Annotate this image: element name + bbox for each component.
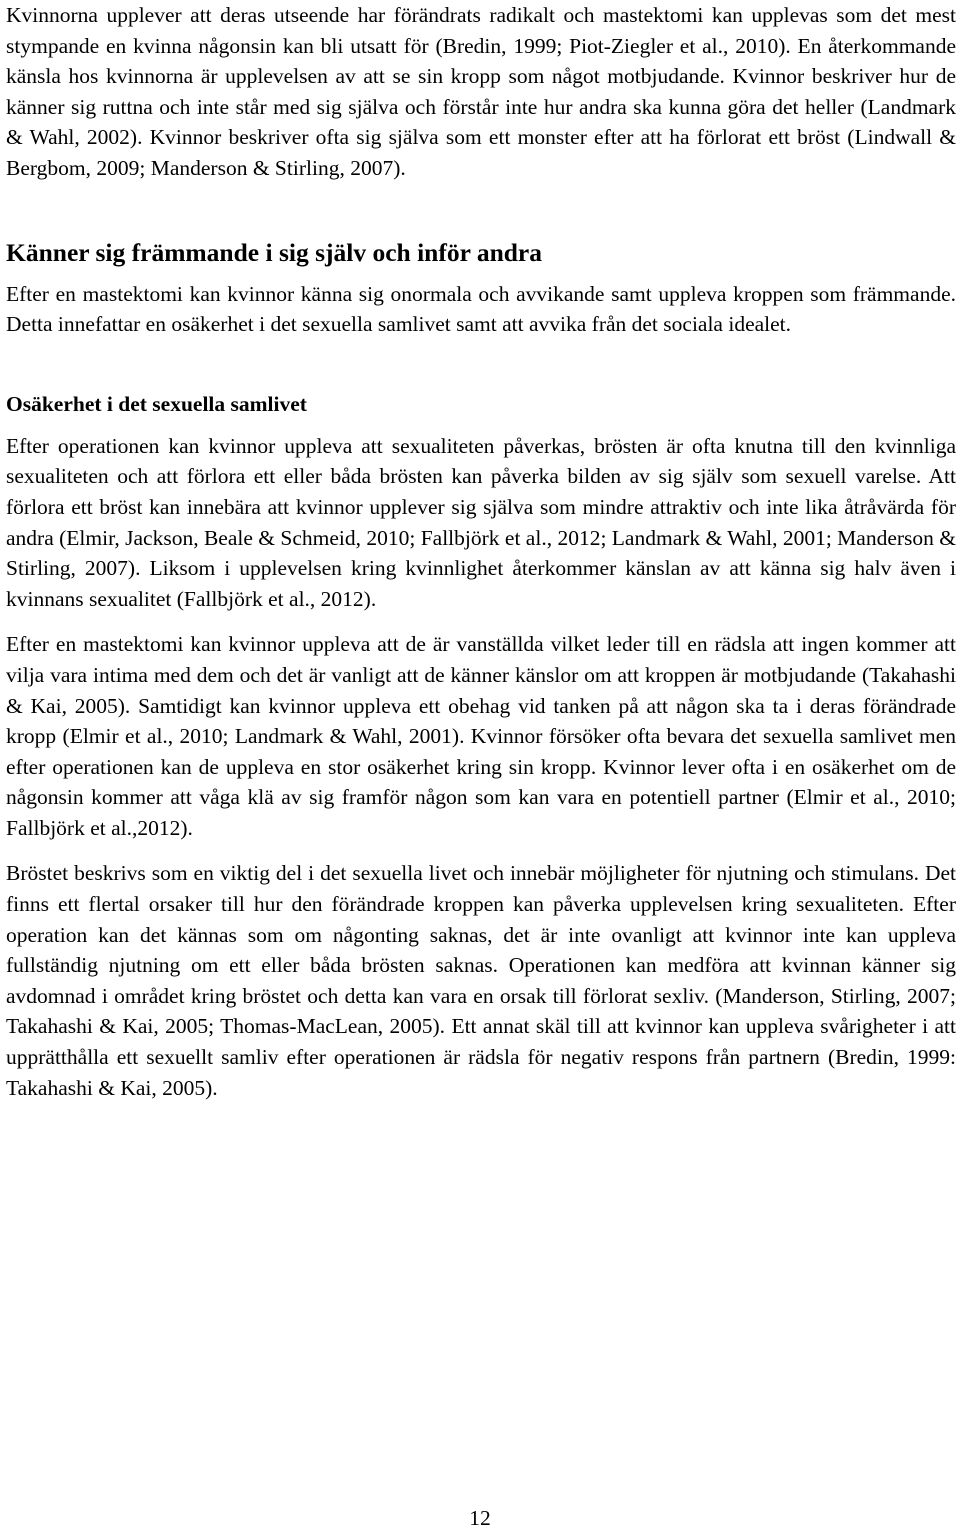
document-page	[6, 0, 956, 1103]
subsection-paragraph-2: Efter en mastektomi kan kvinnor uppleva att de är vanställda vilket leder till en rädsla att ingen kommer att vilja vara intima med dem och det är vanligt att de känner känslor om att kroppen är motbjudande (Takahashi & Kai, 2005). Samtidigt kan kvinnor uppleva ett obehag vid tanken på att någon ska ta i deras förändrade kropp (Elmir et al., 2010; Landmark & Wahl, 2001). Kvinnor försöker ofta bevara det sexuella samlivet men efter operationen kan de uppleva en stor osäkerhet kring sin kropp. Kvinnor lever ofta i en osäkerhet om de någonsin kommer att våga klä av sig framför någon som kan vara en potentiell partner (Elmir et al., 2010; Fallbjörk et al.,2012).	[6, 632, 956, 840]
intro-paragraph: Kvinnorna upplever att deras utseende har förändrats radikalt och mastektomi kan upplevas som det mest stympande en kvinna någonsin kan bli utsatt för (Bredin, 1999; Piot-Ziegler et al., 2010). En återkommande känsla hos kvinnorna är upplevelsen av att se sin kropp som något motbjudande. Kvinnor beskriver hur de känner sig ruttna och inte står med sig själva och förstår inte hur andra ska kunna göra det heller (Landmark & Wahl, 2002). Kvinnor beskriver ofta sig själva som ett monster efter att ha förlorat ett bröst (Lindwall & Bergbom, 2009; Manderson & Stirling, 2007).	[6, 3, 956, 180]
spacer	[6, 184, 956, 237]
spacer	[6, 843, 956, 858]
section-heading: Känner sig främmande i sig själv och inför andra	[6, 237, 542, 267]
subsection-heading: Osäkerhet i det sexuella samlivet	[6, 391, 307, 416]
section-paragraph: Efter en mastektomi kan kvinnor känna sig onormala och avvikande samt uppleva kroppen som främmande. Detta innefattar en osäkerhet i det sexuella samlivet samt att avvika från det sociala idealet.	[6, 281, 956, 337]
spacer	[6, 269, 956, 279]
subsection-paragraph-3: Bröstet beskrivs som en viktig del i det sexuella livet och innebär möjligheter för njutning och stimulans. Det finns ett flertal orsaker till hur den förändrade kroppen kan påverka upplevelsen kring sexualiteten. Efter operation kan det kännas som om någonting saknas, det är inte ovanligt att kvinnor inte kan uppleva fullständig njutning om ett eller båda brösten saknas. Operationen kan medföra att kvinnan känner sig avdomnad i området kring bröstet och detta kan vara en orsak till förlorat sexliv. (Manderson, Stirling, 2007; Takahashi & Kai, 2005; Thomas-MacLean, 2005). Ett annat skäl till att kvinnor kan uppleva svårigheter i att upprätthålla ett sexuellt samliv efter operationen är rädsla för negativ respons från partnern (Bredin, 1999: Takahashi & Kai, 2005).	[6, 861, 956, 1100]
spacer	[6, 419, 956, 431]
spacer	[6, 340, 956, 389]
page-number: 12	[469, 1506, 491, 1530]
subsection-paragraph-1: Efter operationen kan kvinnor uppleva att sexualiteten påverkas, brösten är ofta knutna till den kvinnliga sexualiteten och att förlora ett eller båda brösten kan påverka bilden av sig själv som sexuell varelse. Att förlora ett bröst kan innebära att kvinnor upplever sig själva som mindre attraktiv och inte lika åtråvärda för andra (Elmir, Jackson, Beale & Schmeid, 2010; Fallbjörk et al., 2012; Landmark & Wahl, 2001; Manderson & Stirling, 2007). Liksom i upplevelsen kring kvinnlighet återkommer känslan av att känna sig halv även i kvinnans sexualitet (Fallbjörk et al., 2012).	[6, 433, 956, 611]
spacer	[6, 614, 956, 629]
